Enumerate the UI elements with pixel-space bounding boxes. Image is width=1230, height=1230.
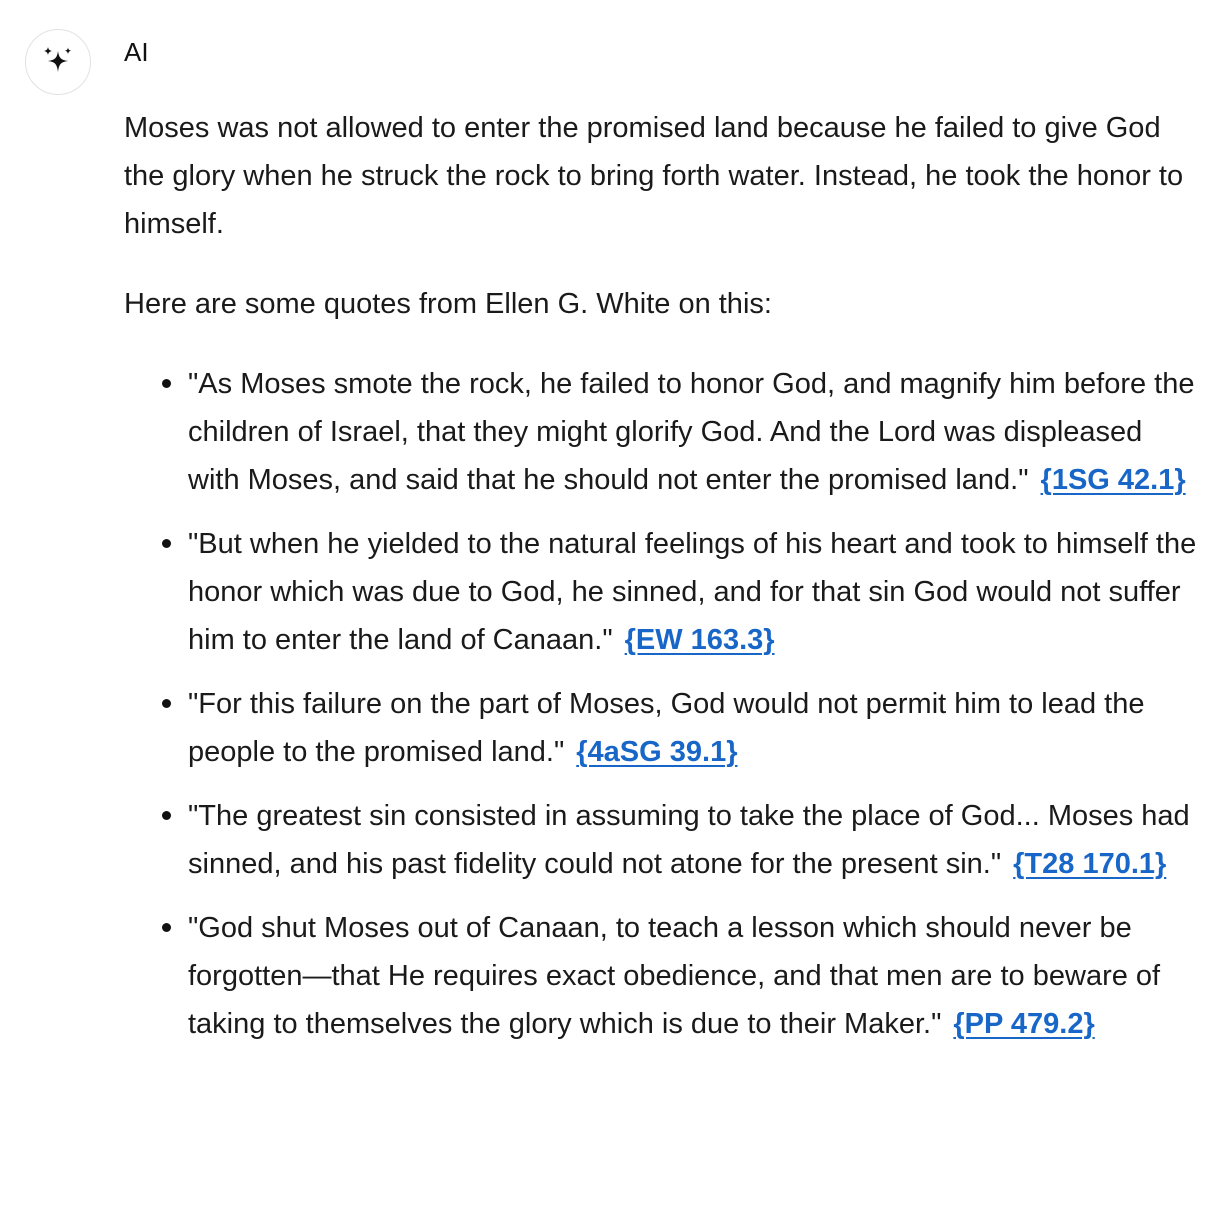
list-item	[124, 904, 1200, 1048]
quote-text: "The greatest sin consisted in assuming to take the place of God... Moses had sinned, and his past fidelity could not atone for the present sin."	[188, 800, 1190, 880]
intro-paragraph: Here are some quotes from Ellen G. White on this:	[124, 288, 772, 320]
list-item	[124, 680, 1200, 776]
sparkle-icon	[41, 45, 75, 79]
quote-text: "As Moses smote the rock, he failed to honor God, and magnify him before the children of Israel, that they might glorify God. And the Lord was displeased with Moses, and said that he should not enter the promised land."	[188, 368, 1195, 496]
reference-link[interactable]: {4aSG 39.1}	[576, 736, 738, 768]
reference-link[interactable]: {PP 479.2}	[953, 1008, 1095, 1040]
message-author: AI	[124, 37, 149, 67]
reference-link[interactable]: {T28 170.1}	[1013, 848, 1167, 880]
list-item	[124, 360, 1200, 504]
assistant-avatar	[25, 29, 91, 95]
quote-text: "God shut Moses out of Canaan, to teach a lesson which should never be forgotten—that He requires exact obedience, and that men are to beware of taking to themselves the glory which is due to their Maker."	[188, 912, 1161, 1040]
answer-paragraph: Moses was not allowed to enter the promised land because he failed to give God the glory when he struck the rock to bring forth water. Instead, he took the honor to himself.	[124, 112, 1184, 240]
quote-text: "For this failure on the part of Moses, God would not permit him to lead the people to the promised land."	[188, 688, 1145, 768]
reference-link[interactable]: {EW 163.3}	[624, 624, 775, 656]
list-item	[124, 792, 1200, 888]
list-item	[124, 520, 1200, 664]
quote-text: "But when he yielded to the natural feelings of his heart and took to himself the honor which was due to God, he sinned, and for that sin God would not suffer him to enter the land of Canaan."	[188, 528, 1197, 656]
assistant-message	[124, 104, 1200, 1064]
reference-link[interactable]: {1SG 42.1}	[1040, 464, 1186, 496]
quote-list	[124, 360, 1200, 1048]
